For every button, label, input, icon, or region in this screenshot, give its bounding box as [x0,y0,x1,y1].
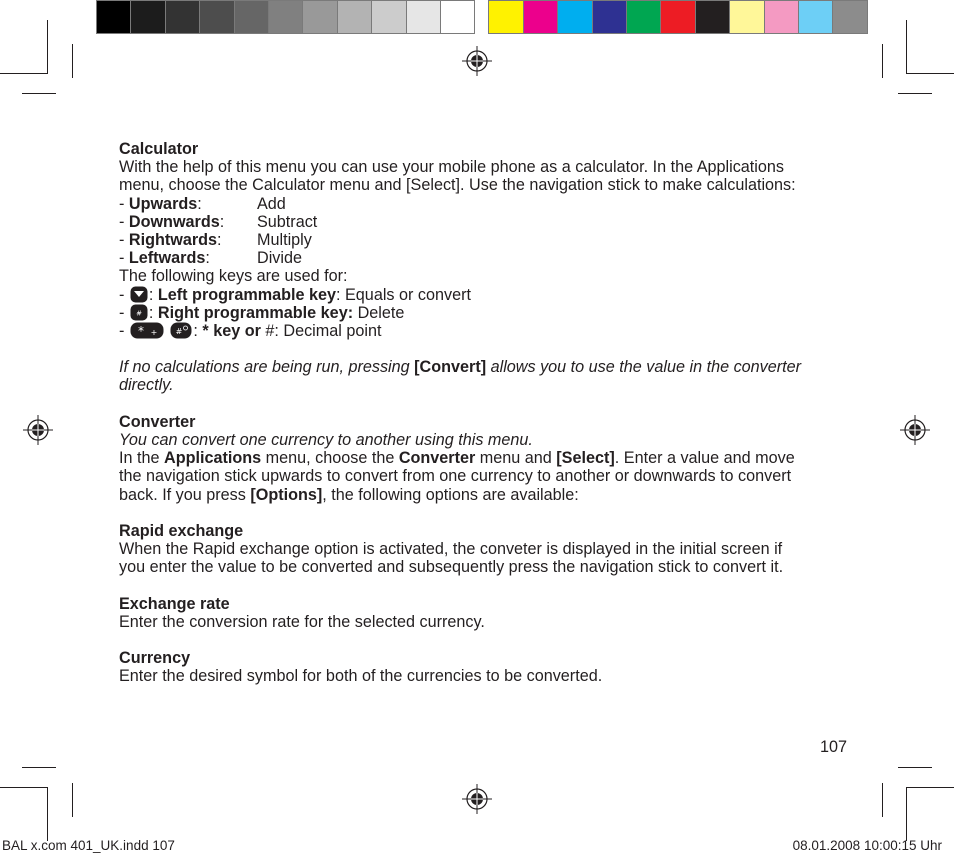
page-content [119,140,859,686]
crop-mark [907,787,954,788]
keys-intro: The following keys are used for: [119,267,348,286]
registration-mark-icon [900,415,930,445]
exchange-rate-heading: Exchange rate [119,594,230,613]
direction-item: - Leftwards: Divide [119,249,302,268]
key-item-star-hash: - * + # : * key or #: Decimal point [119,321,382,340]
color-swatch [371,0,406,34]
color-swatch [130,0,165,34]
svg-text:+: + [150,327,158,337]
crop-mark [898,767,932,768]
converter-heading: Converter [119,412,196,431]
crop-mark [72,44,73,78]
color-swatch [199,0,234,34]
rapid-exchange-heading: Rapid exchange [119,521,244,540]
exchange-rate-line: Enter the conversion rate for the selected currency. [119,612,485,631]
color-swatch [764,0,799,34]
converter-paragraph-line: back. If you press [Options], the following options are available: [119,485,579,504]
direction-item: - Rightwards: Multiply [119,230,312,249]
svg-text:#: # [135,309,142,318]
color-swatch [165,0,200,34]
crop-mark [22,93,56,94]
direction-item: - Upwards: Add [119,194,286,213]
registration-mark-icon [462,784,492,814]
rapid-exchange-line: When the Rapid exchange option is activated, the conveter is displayed in the initial screen if [119,540,783,559]
crop-mark [47,787,48,841]
color-swatch [440,0,475,34]
crop-mark [907,73,954,74]
color-swatch [798,0,833,34]
color-swatch [302,0,337,34]
color-swatch [406,0,441,34]
calculator-note: If no calculations are being run, pressing [Convert] allows you to use the value in the converter [119,358,802,377]
hash-key-icon [170,322,192,339]
key-item-right-softkey: - # : Right programmable key: Delete [119,303,405,322]
currency-heading: Currency [119,649,191,668]
crop-mark [898,93,932,94]
slug-filename: BAL x.com 401_UK.indd 107 [2,838,175,853]
crop-mark [0,787,47,788]
crop-mark [882,783,883,817]
star-key-icon [130,322,164,339]
svg-text:#: # [176,326,183,336]
color-swatch [626,0,661,34]
rapid-exchange-line: you enter the value to be converted and subsequently press the navigation stick to convert it. [119,558,784,577]
converter-paragraph-line: In the Applications menu, choose the Converter menu and [Select]. Enter a value and move [119,449,795,468]
color-swatch [695,0,730,34]
converter-paragraph-line: the navigation stick upwards to convert from one currency to another or downwards to convert [119,467,792,486]
crop-mark [882,44,883,78]
color-swatch [592,0,627,34]
color-swatch [337,0,372,34]
svg-text:*: * [137,323,144,338]
crop-mark [906,787,907,841]
registration-mark-icon [23,415,53,445]
crop-mark [906,20,907,74]
color-swatch [96,0,131,34]
converter-subtitle: You can convert one currency to another using this menu. [119,431,533,449]
key-item-left-softkey: - : Left programmable key: Equals or convert [119,285,471,304]
calculator-intro-line: menu, choose the Calculator menu and [Select]. Use the navigation stick to make calculations: [119,176,796,195]
crop-mark [47,20,48,74]
crop-mark [0,73,47,74]
page-number: 107 [820,738,848,756]
color-swatch [488,0,523,34]
color-swatch [523,0,558,34]
color-swatch [832,0,867,34]
color-swatch [234,0,269,34]
currency-line: Enter the desired symbol for both of the currencies to be converted. [119,667,603,686]
color-swatch [729,0,764,34]
color-swatch [268,0,303,34]
calculator-heading: Calculator [119,140,199,158]
calculator-note-cont: directly. [119,376,174,395]
crop-mark [22,767,56,768]
color-swatch [557,0,592,34]
right-softkey-icon [130,304,148,321]
color-swatch [660,0,695,34]
crop-mark [72,783,73,817]
left-softkey-icon [130,286,148,303]
calculator-intro-line: With the help of this menu you can use your mobile phone as a calculator. In the Applications [119,158,784,177]
color-calibration-bar [96,0,858,36]
slug-timestamp: 08.01.2008 10:00:15 Uhr [792,838,942,853]
direction-item: - Downwards: Subtract [119,212,318,231]
registration-mark-icon [462,46,492,76]
